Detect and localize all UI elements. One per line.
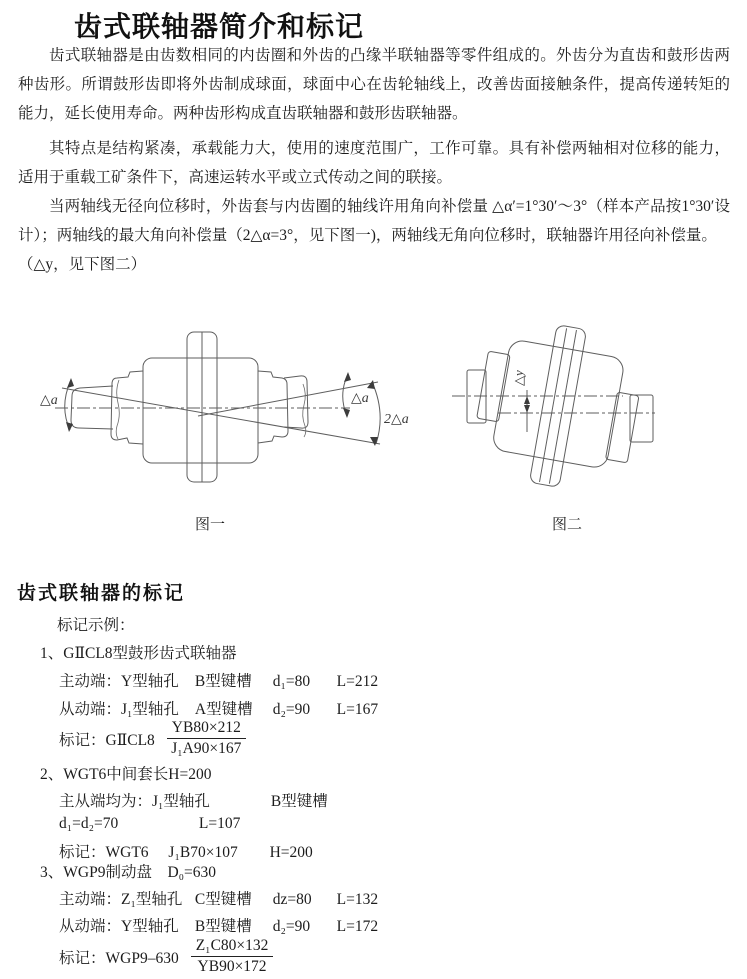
radial-offset-note: （△y，见下图二） [18,256,147,273]
angle-label-right: △a [351,391,369,406]
section-heading: 齿式联轴器的标记 [17,583,186,604]
row-cell: B型键槽 [194,918,252,935]
angle-arc-right [343,372,351,418]
mark-prefix: 标记：GⅡCL8 [59,731,155,749]
arrowhead [367,380,375,389]
intro-paragraph-2: 其特点是结构紧凑，承载能力大，使用的速度范围广，工作可靠。具有补偿两轴相对位移的能力，适用于重载工矿条件下，高速运转水平或立式传动之间的联接。 [18,140,730,186]
row-cell: dz=80 [272,891,312,908]
angle-arc-left [65,378,74,432]
row-cell: A型键槽 [194,701,253,718]
right-hub [606,392,639,463]
row-cell: L=172 [336,918,379,935]
angle-arc-double [367,380,380,446]
example-3-title: 3、WGP9制动盘 D₀=630 [40,864,217,881]
coupling-flange [529,325,586,488]
angle-label-double: 2△a [384,412,409,427]
left-hub [477,351,510,422]
fraction-numerator: YB80×212 [167,719,246,739]
row-cell: L=212 [336,673,379,690]
row-cell: 从动端：Y型轴孔 [59,918,179,935]
coupling-body [492,339,626,469]
flange-seam [540,328,567,482]
axis-line-descending [62,388,380,444]
offset-label: △y [511,370,526,386]
row-cell: 从动端：J₁型轴孔 [59,701,179,718]
arrowhead [343,408,350,418]
mark-body: J₁B70×107 [168,844,238,861]
example-row [59,914,378,936]
intro-paragraph-3: 当两轴线无径向位移时，外齿套与内齿圈的轴线许用角向补偿量 △α′=1°30′～3°（样本产品按1°30′设计）；两轴线的最大角向补偿量（2△α=3°，见下图一)，两轴线无角向位移时，联轴器许用径向补偿量。 [18,198,730,244]
figure-1-caption: 图一 [194,517,225,533]
row-cell: d₂=90 [272,918,311,935]
example-row [59,815,240,833]
page-title: 齿式联轴器简介和标记 [74,12,365,43]
angle-label-left: △a [40,393,58,408]
row-cell: B型键槽 [194,673,252,690]
right-hub [258,371,288,443]
mark-fraction [191,937,274,976]
right-shaft [630,395,653,442]
mark-line [59,840,313,862]
row-cell: 主动端：Y型轴孔 [59,673,179,690]
mark-fraction [167,719,246,758]
mark-suffix: H=200 [269,844,313,861]
arrowhead [524,405,530,413]
row-cell: d₂=90 [272,701,311,718]
figure-1-drawing [18,298,448,510]
figure-2-drawing [450,298,680,510]
example-row [59,697,378,719]
row-cell: 主动端：Z₁型轴孔 [59,891,183,908]
example-1-title: 1、GⅡCL8型鼓形齿式联轴器 [40,645,237,662]
mark-line [59,719,246,758]
fraction-denominator: J₁A90×167 [171,740,242,757]
row-cell: L=107 [198,815,241,832]
tilted-coupling [467,314,648,499]
row-cell: L=167 [336,701,379,718]
arrowhead [524,396,530,404]
example-row [59,789,328,811]
example-row [59,669,378,691]
arrowhead [67,378,74,388]
flange-seam [549,330,576,484]
row-cell: d₁=d₂=70 [59,815,119,832]
break-line [303,384,306,437]
row-cell: C型键槽 [194,891,252,908]
mark-line [59,937,273,976]
example-row [59,887,378,909]
intro-paragraph-1: 齿式联轴器是由齿数相同的内齿圈和外齿的凸缘半联轴器等零件组成的。外齿分为直齿和鼓形齿两种齿形。所谓鼓形齿即将外齿制成球面，球面中心在齿轮轴线上，改善齿面接触条件，提高传递转矩的能力，延长使用寿命。两种齿形构成直齿联轴器和鼓形齿联轴器。 [18,47,730,122]
mark-prefix: 标记：WGT6 [59,844,149,861]
example-2-title: 2、WGT6中间套长H=200 [40,766,212,783]
figure-2-caption: 图二 [551,517,582,533]
coupling-body [143,358,258,463]
row-cell: L=132 [336,891,379,908]
fraction-denominator: YB90×172 [197,958,267,975]
fraction-numerator: Z₁C80×132 [191,937,274,957]
mark-prefix: 标记：WGP9–630 [59,949,179,967]
arrowhead [344,372,351,382]
break-line [116,380,119,439]
row-cell: 主从端均为：J₁型轴孔 [59,793,210,810]
marking-intro: 标记示例： [57,617,135,634]
row-cell: B型键槽 [270,793,328,810]
row-cell: d₁=80 [272,673,311,690]
